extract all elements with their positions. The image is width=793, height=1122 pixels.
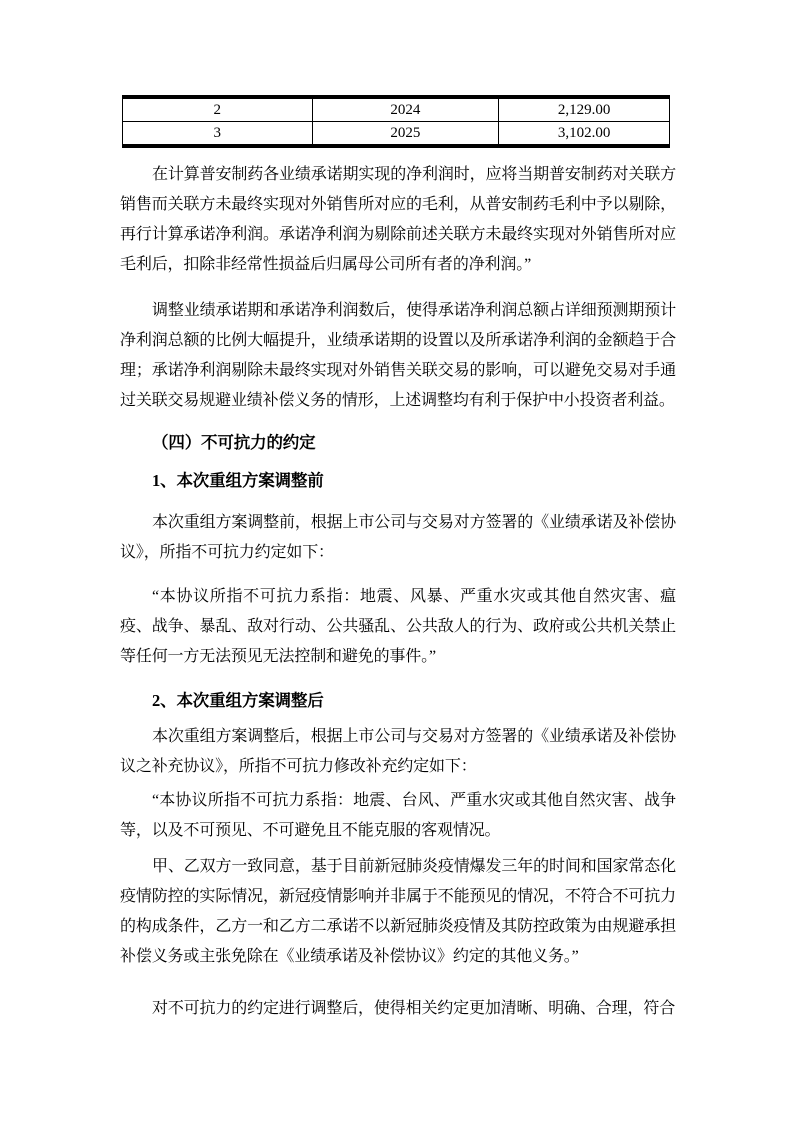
- table-cell-index: 2: [123, 97, 313, 122]
- paragraph-after-adjustment-intro: 本次重组方案调整后，根据上市公司与交易对方签署的《业绩承诺及补偿协议之补充协议》，所指不可抗力修改补充约定如下：: [120, 728, 676, 775]
- table-cell-amount: 2,129.00: [499, 97, 670, 122]
- subsection-heading-before-adjustment: 1、本次重组方案调整前: [152, 471, 324, 490]
- table-cell-index: 3: [123, 122, 313, 147]
- paragraph-adjustment-conclusion: 对不可抗力的约定进行调整后，使得相关约定更加清晰、明确、合理，符合: [152, 1000, 676, 1017]
- paragraph-force-majeure-old-definition: “本协议所指不可抗力系指：地震、风暴、严重水灾或其他自然灾害、瘟疫、战争、暴乱、敌对行动、公共骚乱、公共敌人的行为、政府或公共机关禁止等任何一方无法预见无法控制和避免的事件。”: [120, 588, 676, 665]
- paragraph-force-majeure-new-definition: “本协议所指不可抗力系指：地震、台风、严重水灾或其他自然灾害、战争等，以及不可预见、不可避免且不能克服的客观情况。: [120, 792, 676, 839]
- paragraph-before-adjustment-intro: 本次重组方案调整前，根据上市公司与交易对方签署的《业绩承诺及补偿协议》，所指不可抗力约定如下：: [120, 514, 676, 561]
- document-content: [120, 95, 676, 1024]
- table-row: [123, 97, 670, 122]
- subsection-heading-after-adjustment: 2、本次重组方案调整后: [152, 691, 324, 710]
- table-row: [123, 122, 670, 147]
- paragraph-adjustment-benefit: 调整业绩承诺期和承诺净利润数后，使得承诺净利润总额占详细预测期预计净利润总额的比例大幅提升，业绩承诺期的设置以及所承诺净利润的金额趋于合理；承诺净利润剔除未最终实现对外销售关联交易的影响，可以避免交易对手通过关联交易规避业绩补偿义务的情形，上述调整均有利于保护中小投资者利益。: [120, 302, 676, 409]
- paragraph-net-profit-calculation: 在计算普安制药各业绩承诺期实现的净利润时，应将当期普安制药对关联方销售而关联方未最终实现对外销售所对应的毛利，从普安制药毛利中予以剔除，再行计算承诺净利润。承诺净利润为剔除前述关联方未最终实现对外销售所对应毛利后，扣除非经常性损益后归属母公司所有者的净利润。”: [120, 166, 676, 273]
- section-heading-force-majeure: （四）不可抗力的约定: [152, 433, 316, 452]
- paragraph-covid-agreement: 甲、乙双方一致同意，基于目前新冠肺炎疫情爆发三年的时间和国家常态化疫情防控的实际情况，新冠疫情影响并非属于不能预见的情况，不符合不可抗力的构成条件，乙方一和乙方二承诺不以新冠肺炎疫情及其防控政策为由规避承担补偿义务或主张免除在《业绩承诺及补偿协议》约定的其他义务。”: [120, 858, 676, 965]
- table-cell-year: 2025: [312, 122, 499, 147]
- table-cell-year: 2024: [312, 97, 499, 122]
- table-cell-amount: 3,102.00: [499, 122, 670, 147]
- performance-commitment-table: [122, 95, 670, 148]
